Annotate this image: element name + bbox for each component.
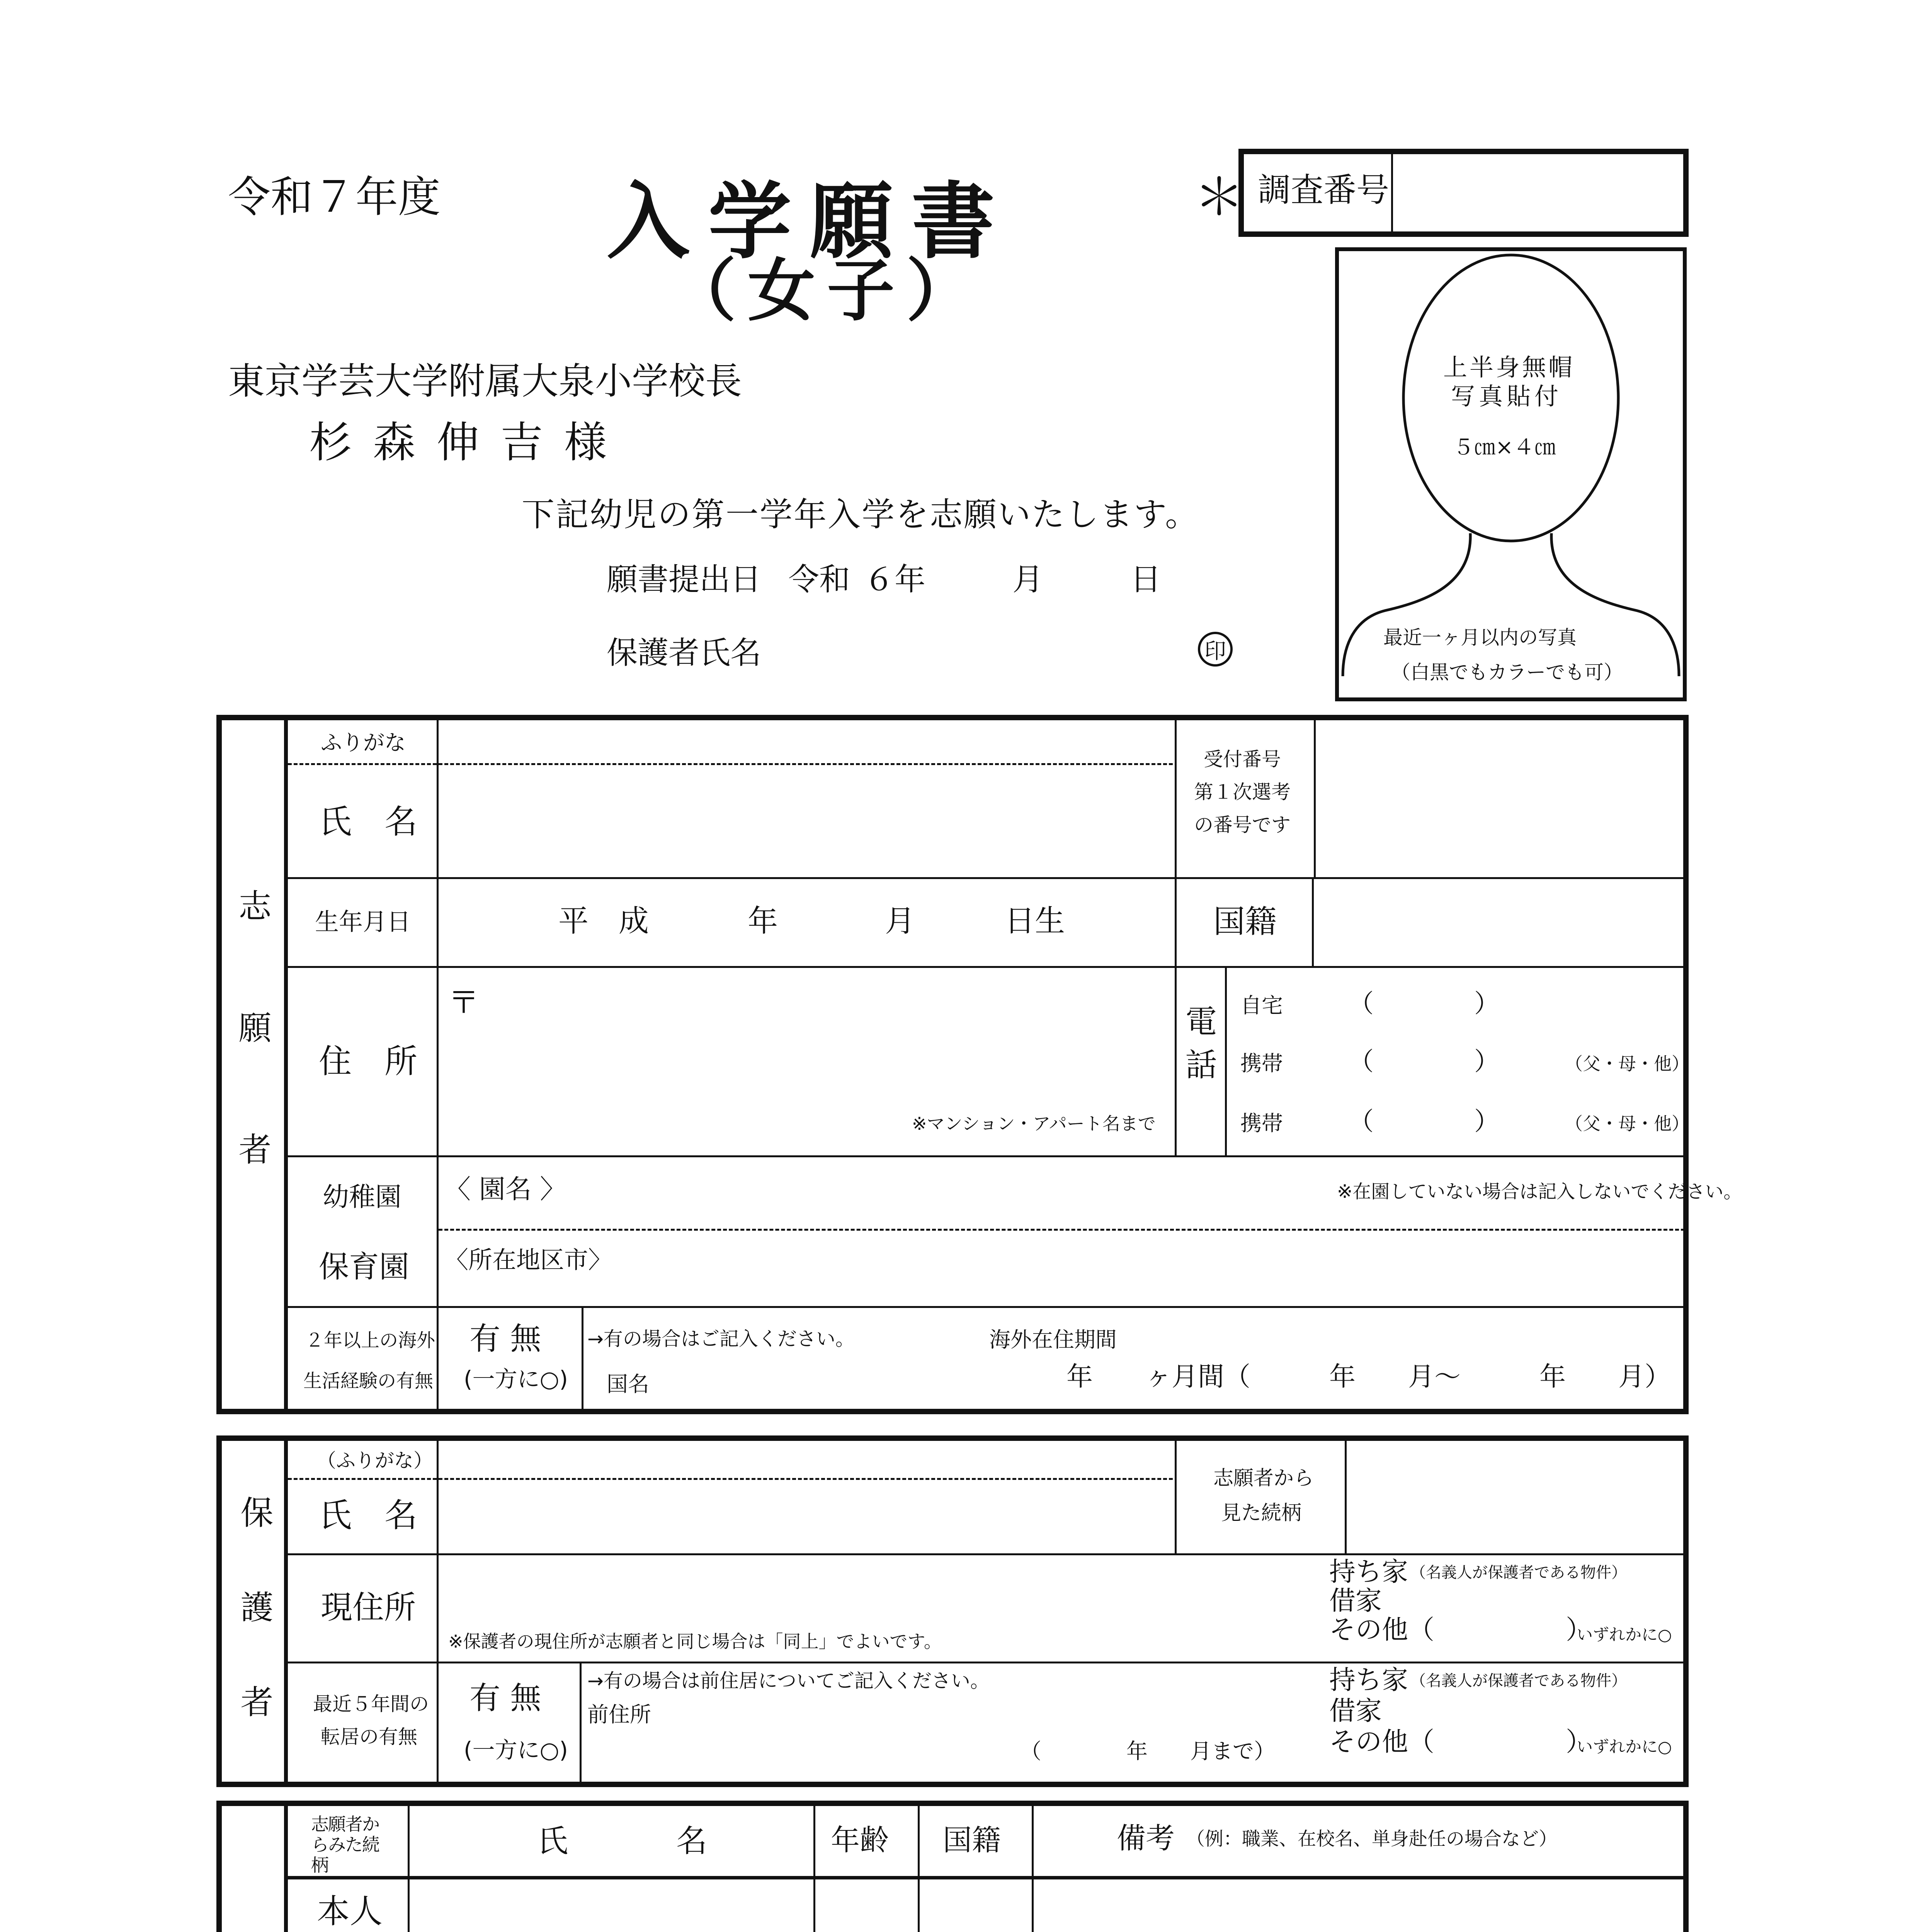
phone-mobile2-relation[interactable]: （父・母・他） — [1565, 1113, 1689, 1134]
birth-era: 平 成 — [558, 904, 649, 939]
overseas-label-1: ２年以上の海外 — [305, 1330, 435, 1351]
guardian-name-field[interactable] — [444, 1484, 1167, 1549]
kindergarten-location-label[interactable]: 〈所在地区市〉 — [444, 1246, 612, 1274]
phone-home-label: 自宅 — [1240, 993, 1283, 1018]
guardian-furigana-input[interactable] — [444, 1443, 1167, 1476]
phone-mobile1-relation[interactable]: （父・母・他） — [1565, 1053, 1689, 1074]
move-if-yes: →有の場合は前住居についてご記入ください。 — [587, 1670, 990, 1692]
form-subtitle: （女子） — [668, 251, 985, 330]
birth-label: 生年月日 — [315, 908, 411, 936]
guardian-name-input[interactable] — [769, 630, 1186, 672]
relation-label-2: 見た続柄 — [1221, 1502, 1302, 1525]
seal-mark: 印 — [1198, 632, 1233, 667]
submission-date-era: 令和 — [788, 561, 850, 597]
photo-size: ５㎝×４㎝ — [1453, 435, 1556, 459]
move-label-1: 最近５年間の — [313, 1693, 429, 1715]
reception-number-field[interactable] — [1322, 724, 1681, 871]
reception-label-2: 第１次選考 — [1194, 781, 1291, 803]
address-label: 住 所 — [319, 1043, 418, 1081]
photo-line2: 写真貼付 — [1451, 382, 1563, 410]
request-text: 下記幼児の第一学年入学を志願いたします。 — [522, 496, 1199, 534]
choose-one-note-2: いずれかに○ — [1577, 1737, 1672, 1756]
kindergarten-label: 幼稚園 — [323, 1182, 402, 1213]
applicant-name-input[interactable] — [444, 769, 1167, 873]
phone-mobile2-paren[interactable]: （ ） — [1349, 1107, 1500, 1136]
overseas-label-2: 生活経験の有無 — [303, 1370, 434, 1392]
phone-mobile2-label: 携帯 — [1240, 1111, 1283, 1136]
family-header-name: 氏 名 — [537, 1823, 723, 1859]
own-house-note: （名義人が保護者である物件） — [1410, 1564, 1627, 1582]
prev-address-label: 前住所 — [587, 1702, 651, 1727]
photo-note1: 最近一ヶ月以内の写真 — [1383, 626, 1577, 649]
phone-home-paren[interactable]: （ ） — [1349, 989, 1500, 1018]
photo-line1: 上半身無帽 — [1443, 353, 1575, 381]
applicant-name-label: 氏 名 — [319, 803, 418, 841]
overseas-if-yes: →有の場合はご記入ください。 — [587, 1328, 855, 1350]
overseas-circle-one: (一方に○) — [464, 1366, 568, 1392]
move-circle-one: (一方に○) — [464, 1737, 568, 1763]
principal-name: 杉森伸吉様 — [309, 418, 628, 467]
family-row-remarks[interactable] — [1039, 1884, 1677, 1932]
family-header-remarks-example: （例：職業、在校名、単身赴任の場合など） — [1186, 1828, 1558, 1850]
birth-day: 日生 — [1005, 904, 1065, 939]
move-label-2: 転居の有無 — [321, 1726, 417, 1748]
fiscal-year: 令和７年度 — [228, 172, 441, 222]
family-row-nationality[interactable] — [925, 1884, 1024, 1932]
phone-mobile1-paren[interactable]: （ ） — [1349, 1047, 1500, 1076]
form-title: 入学願書 — [607, 172, 1013, 270]
mansion-note: ※マンション・アパート名まで — [912, 1113, 1156, 1134]
nationality-label: 国籍 — [1213, 903, 1277, 940]
survey-number-label: 調査番号 — [1258, 171, 1390, 209]
reception-label-1: 受付番号 — [1204, 748, 1281, 770]
photo-note2: （白黒でもカラーでも可） — [1391, 661, 1623, 684]
nursery-label: 保育園 — [319, 1250, 410, 1284]
asterisk-mark: ＊ — [1194, 168, 1245, 226]
relation-label-1: 志願者から — [1213, 1467, 1314, 1490]
relation-input[interactable] — [1352, 1445, 1681, 1548]
choose-one-note: いずれかに○ — [1577, 1625, 1672, 1644]
applicant-furigana-input[interactable] — [444, 723, 1167, 759]
submission-date-day: 日 — [1130, 561, 1161, 597]
family-header-age: 年齢 — [831, 1823, 889, 1857]
birth-month: 月 — [885, 904, 915, 939]
survey-number-field[interactable] — [1399, 162, 1677, 224]
kindergarten-name-label[interactable]: 〈 園名 〉 — [444, 1174, 566, 1205]
nationality-input[interactable] — [1320, 883, 1681, 960]
family-row-age[interactable] — [821, 1884, 910, 1932]
rental-option[interactable]: 借家 — [1329, 1586, 1382, 1616]
guardian-furigana-label: （ふりがな） — [317, 1449, 433, 1472]
applicant-furigana-label: ふりがな — [321, 730, 406, 755]
guardian-address-label: 現住所 — [321, 1589, 416, 1626]
own-house-note-2: （名義人が保護者である物件） — [1410, 1672, 1627, 1690]
address-input[interactable] — [487, 974, 1167, 1105]
family-header-relation: 志願者からみた続柄 — [311, 1814, 379, 1876]
own-house-option[interactable]: 持ち家 — [1329, 1557, 1408, 1587]
birth-year: 年 — [748, 904, 778, 939]
guardian-name-label: 保護者氏名 — [607, 635, 761, 671]
other-option[interactable]: その他（ ） — [1329, 1615, 1592, 1645]
reception-label-3: の番号です — [1194, 814, 1291, 836]
phone-mobile1-label: 携帯 — [1240, 1051, 1283, 1076]
own-house-option-2[interactable]: 持ち家 — [1329, 1665, 1408, 1696]
overseas-yes-no[interactable]: 有 無 — [469, 1321, 541, 1357]
overseas-period[interactable]: 年 ヶ月間（ 年 月～ 年 月） — [1067, 1362, 1671, 1392]
school-name: 東京学芸大学附属大泉小学校長 — [228, 360, 742, 403]
submission-date-year: ６年 — [864, 561, 925, 597]
other-option-2[interactable]: その他（ ） — [1329, 1727, 1592, 1757]
prev-address-until[interactable]: （ 年 月まで） — [1020, 1739, 1276, 1764]
submission-date-month: 月 — [1012, 561, 1043, 597]
guardian-address-input[interactable] — [444, 1559, 1314, 1625]
family-row-relation[interactable]: 本人 — [317, 1893, 383, 1931]
overseas-period-label: 海外在住期間 — [989, 1327, 1117, 1352]
family-header-remarks: 備考 — [1117, 1821, 1175, 1855]
rental-option-2[interactable]: 借家 — [1329, 1696, 1382, 1726]
submission-date-label: 願書提出日 — [607, 561, 761, 597]
same-address-note: ※保護者の現住所が志願者と同じ場合は「同上」でよいです。 — [448, 1631, 942, 1652]
not-enrolled-note: ※在園していない場合は記入しないでください。 — [1337, 1181, 1742, 1202]
family-row-name[interactable] — [415, 1884, 806, 1932]
phone-label: 電話 — [1180, 1005, 1217, 1091]
move-yes-no[interactable]: 有 無 — [469, 1680, 541, 1716]
guardian-section-label: 保護者 — [235, 1495, 273, 1779]
overseas-country-label: 国名 — [607, 1372, 650, 1396]
family-header-nationality: 国籍 — [943, 1823, 1001, 1857]
postal-mark: 〒 — [448, 985, 479, 1020]
applicant-section-label: 志願者 — [233, 889, 271, 1254]
guardian-name-label: 氏 名 — [319, 1497, 418, 1535]
